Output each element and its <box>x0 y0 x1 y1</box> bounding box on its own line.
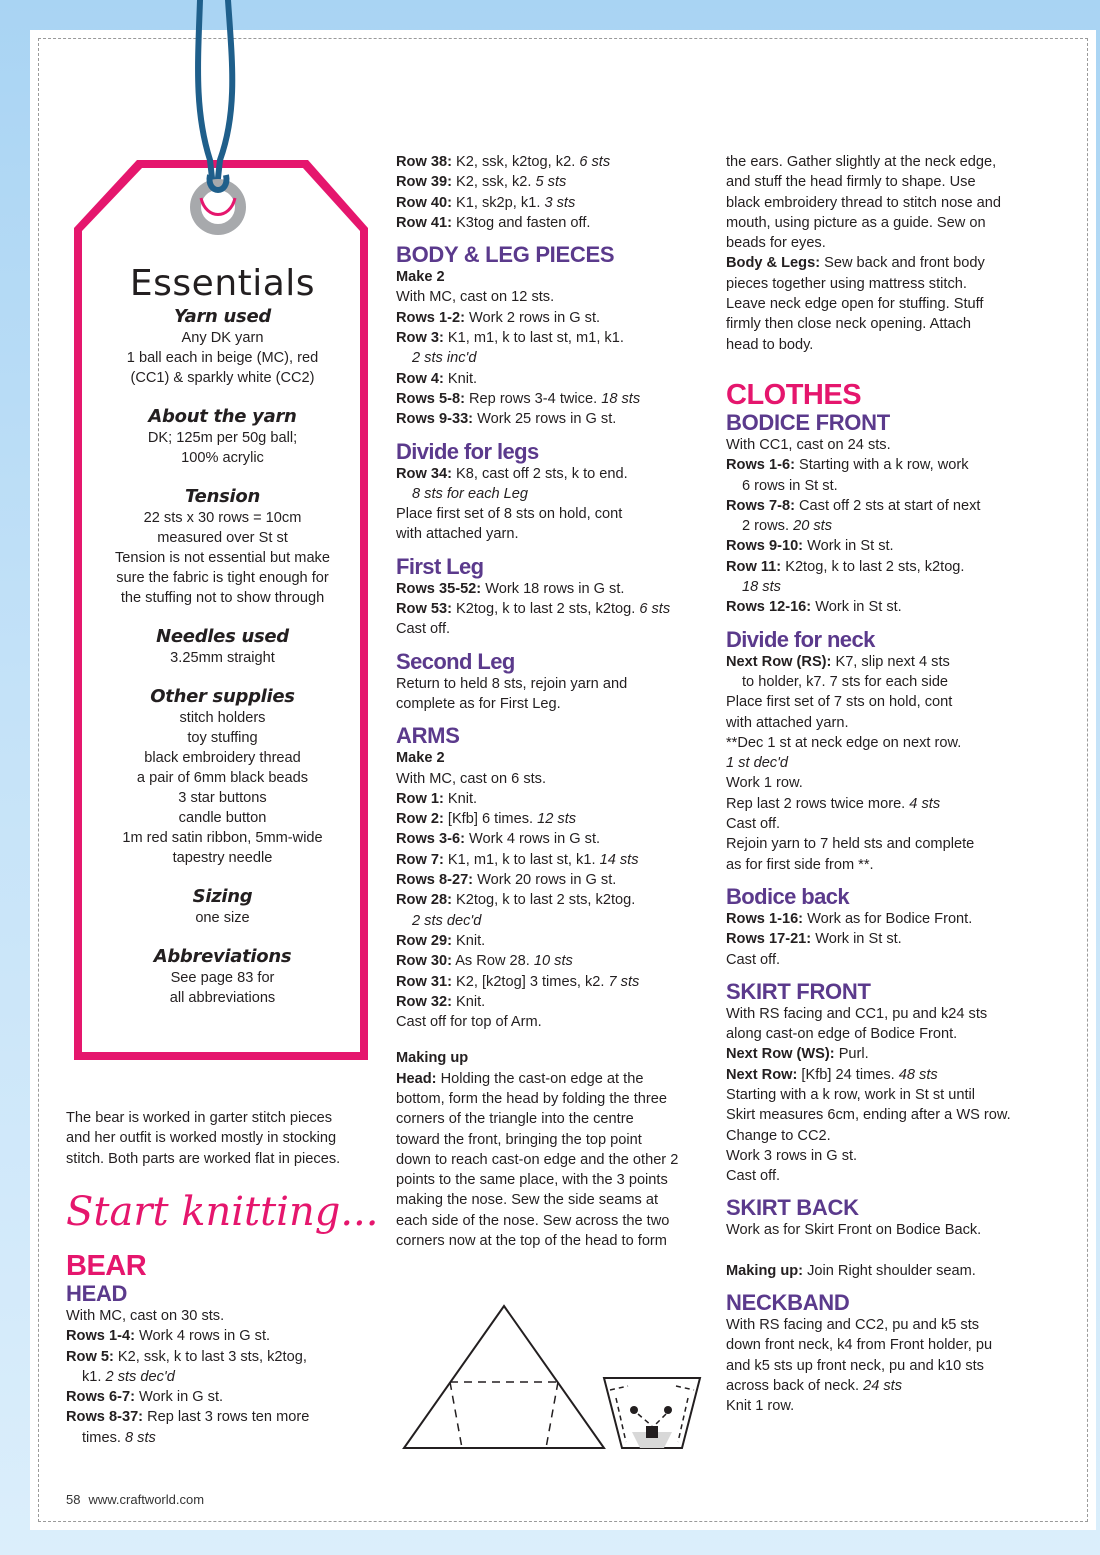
instruction-line: Next Row (WS): Purl. <box>726 1046 869 1063</box>
instruction-line: 6 rows in St st. <box>742 477 838 494</box>
about-yarn-heading: About the yarn <box>148 406 297 427</box>
head-folding-diagram <box>400 1302 712 1452</box>
divide-legs-heading: Divide for legs <box>396 438 539 464</box>
instruction-line: complete as for First Leg. <box>396 695 561 712</box>
instruction-line: With CC1, cast on 24 sts. <box>726 436 891 453</box>
instruction-line: Row 7: K1, m1, k to last st, k1. 14 sts <box>396 851 639 868</box>
instruction-line: Row 32: Knit. <box>396 993 486 1010</box>
other-supplies-heading: Other supplies <box>150 686 295 707</box>
instruction-line: Row 1: Knit. <box>396 790 478 807</box>
skirt-front-heading: SKIRT FRONT <box>726 978 871 1004</box>
instruction-line: pieces together using mattress stitch. <box>726 275 967 292</box>
abbrev-line: all abbreviations <box>169 990 276 1006</box>
instruction-line: making the nose. Sew the side seams at <box>396 1192 659 1209</box>
skirt-back-heading: SKIRT BACK <box>726 1195 859 1221</box>
instruction-line: 1 st dec'd <box>726 755 789 772</box>
about-yarn-section <box>70 406 375 468</box>
instruction-line: Row 29: Knit. <box>396 932 486 949</box>
head-heading: HEAD <box>66 1281 128 1306</box>
yarn-used-section <box>70 306 375 388</box>
tension-line: 22 sts x 30 rows = 10cm <box>143 510 302 526</box>
arms-heading: ARMS <box>396 723 460 749</box>
bear-head-section <box>66 1250 376 1448</box>
tension-line: Tension is not essential but make <box>115 550 330 566</box>
instruction-line: across back of neck. 24 sts <box>726 1377 903 1394</box>
instruction-line: Work 3 rows in G st. <box>726 1147 858 1164</box>
second-leg-heading: Second Leg <box>396 648 515 674</box>
tension-section <box>70 486 375 608</box>
instruction-line: Place first set of 8 sts on hold, cont <box>396 506 623 523</box>
instruction-line: With MC, cast on 30 sts. <box>66 1308 225 1324</box>
body-leg-heading: BODY & LEG PIECES <box>396 242 615 268</box>
instruction-line: Rows 1-6: Starting with a k row, work <box>726 457 969 474</box>
supply-item: 3 star buttons <box>178 790 267 806</box>
instruction-line: Rows 35-52: Work 18 rows in G st. <box>396 580 625 597</box>
instruction-line: along cast-on edge of Bodice Front. <box>726 1026 958 1043</box>
page-footer <box>66 1492 212 1507</box>
bodice-front-heading: BODICE FRONT <box>726 409 890 435</box>
needles-section <box>70 626 375 668</box>
instruction-line: beads for eyes. <box>726 235 826 252</box>
website-link[interactable]: www.craftworld.com <box>88 1492 205 1507</box>
column-two <box>396 152 711 1251</box>
instruction-line: With RS facing and CC1, pu and k24 sts <box>726 1005 988 1022</box>
clothes-heading: CLOTHES <box>726 378 862 411</box>
instruction-line: Body & Legs: Sew back and front body <box>726 255 985 272</box>
intro-line: and her outfit is worked mostly in stocking <box>66 1130 337 1147</box>
supply-item: 1m red satin ribbon, 5mm-wide <box>122 830 323 846</box>
making-up-heading: Making up <box>396 1050 469 1067</box>
needles-line: 3.25mm straight <box>170 650 275 666</box>
instruction-line: Row 31: K2, [k2tog] 3 times, k2. 7 sts <box>396 973 640 990</box>
instruction-line: as for first side from **. <box>726 856 874 873</box>
instruction-line: Row 11: K2tog, k to last 2 sts, k2tog. <box>726 558 965 575</box>
instruction-line: 2 sts dec'd <box>412 912 482 929</box>
neckband-heading: NECKBAND <box>726 1290 850 1316</box>
supply-item: stitch holders <box>179 710 266 726</box>
instruction-line: to holder, k7. 7 sts for each side <box>742 673 949 690</box>
instruction-line: points to the same place, with the 3 points <box>396 1172 668 1189</box>
instruction-line: Row 5: K2, ssk, k to last 3 sts, k2tog, <box>66 1348 307 1365</box>
instruction-line: Rows 1-16: Work as for Bodice Front. <box>726 910 973 927</box>
about-yarn-line: DK; 125m per 50g ball; <box>147 430 298 446</box>
abbreviations-section <box>70 946 375 1008</box>
instruction-line: **Dec 1 st at neck edge on next row. <box>726 734 962 751</box>
supply-item: candle button <box>178 810 267 826</box>
instruction-line: With MC, cast on 6 sts. <box>396 770 547 787</box>
instruction-line: Row 41: K3tog and fasten off. <box>396 214 591 231</box>
instruction-line: Make 2 <box>396 750 445 767</box>
tension-line: the stuffing not to show through <box>120 590 325 606</box>
instruction-line: Return to held 8 sts, rejoin yarn and <box>396 675 628 692</box>
instruction-line: the ears. Gather slightly at the neck edge, <box>726 154 997 170</box>
instruction-line: Knit 1 row. <box>726 1398 795 1415</box>
instruction-line: Row 39: K2, ssk, k2. 5 sts <box>396 174 567 191</box>
instruction-line: Rows 1-4: Work 4 rows in G st. <box>66 1328 271 1345</box>
divide-neck-heading: Divide for neck <box>726 626 875 652</box>
needles-heading: Needles used <box>156 626 289 647</box>
supply-item: black embroidery thread <box>144 750 301 766</box>
instruction-line: head to body. <box>726 336 814 353</box>
instruction-line: with attached yarn. <box>726 714 849 731</box>
instruction-line: black embroidery thread to stitch nose and <box>726 194 1002 211</box>
instruction-line: Row 28: K2tog, k to last 2 sts, k2tog. <box>396 892 636 909</box>
instruction-line: 8 sts for each Leg <box>412 485 529 502</box>
sizing-line: one size <box>195 910 250 926</box>
tension-line: sure the fabric is tight enough for <box>116 570 329 586</box>
instruction-line: Rows 8-37: Rep last 3 rows ten more <box>66 1409 310 1426</box>
instruction-line: Cast off. <box>726 1168 781 1185</box>
abbreviations-heading: Abbreviations <box>153 946 292 967</box>
start-knitting-title: Start knitting... <box>66 1189 379 1235</box>
instruction-line: k1. 2 sts dec'd <box>82 1368 175 1385</box>
instruction-line: each side of the nose. Sew across the two <box>396 1212 670 1229</box>
instruction-line: Rejoin yarn to 7 held sts and complete <box>726 836 975 853</box>
first-leg-heading: First Leg <box>396 553 484 579</box>
instruction-line: Change to CC2. <box>726 1127 831 1144</box>
instruction-line: With MC, cast on 12 sts. <box>396 289 555 306</box>
instruction-line: Row 40: K1, sk2p, k1. 3 sts <box>396 194 576 211</box>
tension-heading: Tension <box>185 486 260 507</box>
sizing-section <box>70 886 375 928</box>
triangle-diagram <box>404 1306 604 1448</box>
instruction-line: With RS facing and CC2, pu and k5 sts <box>726 1317 980 1334</box>
essentials-tag <box>70 0 375 1065</box>
instruction-line: and k5 sts up front neck, pu and k10 sts <box>726 1357 984 1374</box>
essentials-content <box>70 262 375 1026</box>
instruction-line: Row 53: K2tog, k to last 2 sts, k2tog. 6 sts <box>396 601 671 618</box>
instruction-line: with attached yarn. <box>396 526 519 543</box>
instruction-line: down to reach cast-on edge and the other 2 <box>396 1151 679 1168</box>
instruction-line: Rows 5-8: Rep rows 3-4 twice. 18 sts <box>396 390 641 407</box>
instruction-line: Cast off for top of Arm. <box>396 1014 542 1031</box>
instruction-line: 2 rows. 20 sts <box>742 518 833 535</box>
bear-heading: BEAR <box>66 1250 147 1282</box>
folded-head-diagram <box>604 1378 700 1448</box>
instruction-line: Work as for Skirt Front on Bodice Back. <box>726 1222 982 1239</box>
supply-item: toy stuffing <box>187 730 258 746</box>
supply-item: a pair of 6mm black beads <box>136 770 309 786</box>
tension-line: measured over St st <box>157 530 288 546</box>
instruction-line: Rows 8-27: Work 20 rows in G st. <box>396 872 617 889</box>
instruction-line: corners of the triangle into the centre <box>396 1111 634 1128</box>
bodice-back-heading: Bodice back <box>726 883 850 909</box>
instruction-line: corners now at the top of the head to form <box>396 1233 667 1250</box>
other-supplies-section <box>70 686 375 868</box>
intro-line: stitch. Both parts are worked flat in pieces. <box>66 1150 341 1167</box>
instruction-line: 18 sts <box>742 579 781 596</box>
instruction-line: Row 4: Knit. <box>396 370 478 387</box>
page-number: 58 <box>66 1492 81 1507</box>
instruction-line: bottom, form the head by folding the three <box>396 1090 667 1107</box>
sizing-heading: Sizing <box>192 886 253 907</box>
instruction-line: Row 38: K2, ssk, k2tog, k2. 6 sts <box>396 154 611 170</box>
instruction-line: Next Row (RS): K7, slip next 4 sts <box>726 653 950 670</box>
intro-line: The bear is worked in garter stitch pieces <box>66 1110 333 1126</box>
instruction-line: and stuff the head firmly to shape. Use <box>726 174 976 191</box>
instruction-line: Rows 12-16: Work in St st. <box>726 599 902 616</box>
instruction-line: Cast off. <box>396 621 451 638</box>
instruction-line: Rows 6-7: Work in G st. <box>66 1389 224 1406</box>
instruction-line: 2 sts inc'd <box>412 350 477 367</box>
instruction-line: Row 30: As Row 28. 10 sts <box>396 953 573 970</box>
instruction-line: Cast off. <box>726 951 781 968</box>
instruction-line: Work 1 row. <box>726 775 803 792</box>
instruction-line: Row 34: K8, cast off 2 sts, k to end. <box>396 465 628 482</box>
instruction-line: Rows 3-6: Work 4 rows in G st. <box>396 831 601 848</box>
instruction-line: Place first set of 7 sts on hold, cont <box>726 694 953 711</box>
instruction-line: Head: Holding the cast-on edge at the <box>396 1070 644 1087</box>
instruction-line: Row 3: K1, m1, k to last st, m1, k1. <box>396 330 624 347</box>
yarn-line: 1 ball each in beige (MC), red <box>126 350 319 366</box>
instruction-line: Starting with a k row, work in St st until <box>726 1086 975 1103</box>
column-three <box>726 152 1046 1417</box>
instruction-line: Rows 7-8: Cast off 2 sts at start of next <box>726 497 981 514</box>
instruction-line: Making up: Join Right shoulder seam. <box>726 1262 976 1279</box>
instruction-line: Make 2 <box>396 269 445 286</box>
abbrev-line: See page 83 for <box>170 970 275 986</box>
instruction-line: Next Row: [Kfb] 24 times. 48 sts <box>726 1066 938 1083</box>
instruction-line: Skirt measures 6cm, ending after a WS row. <box>726 1107 1011 1124</box>
instruction-line: firmly then close neck opening. Attach <box>726 316 971 333</box>
instruction-line: Rows 9-10: Work in St st. <box>726 538 894 555</box>
instruction-line: Cast off. <box>726 816 781 833</box>
instruction-line: times. 8 sts <box>82 1429 156 1446</box>
about-yarn-line: 100% acrylic <box>181 450 264 466</box>
instruction-line: mouth, using picture as a guide. Sew on <box>726 214 986 231</box>
instruction-line: Row 2: [Kfb] 6 times. 12 sts <box>396 811 577 828</box>
intro-paragraph <box>66 1108 376 1169</box>
yarn-line: Any DK yarn <box>181 330 264 346</box>
yarn-used-heading: Yarn used <box>174 306 271 327</box>
essentials-title: Essentials <box>129 263 316 304</box>
instruction-line: down front neck, k4 from Front holder, pu <box>726 1337 993 1354</box>
instruction-line: Rep last 2 rows twice more. 4 sts <box>726 795 941 812</box>
instruction-line: Leave neck edge open for stuffing. Stuff <box>726 296 984 313</box>
instruction-line: Rows 9-33: Work 25 rows in G st. <box>396 411 617 428</box>
instruction-line: toward the front, bringing the top point <box>396 1131 642 1148</box>
instruction-line: Rows 1-2: Work 2 rows in G st. <box>396 309 601 326</box>
yarn-line: (CC1) & sparkly white (CC2) <box>130 370 315 386</box>
instruction-line: Rows 17-21: Work in St st. <box>726 931 902 948</box>
supply-item: tapestry needle <box>172 850 273 866</box>
